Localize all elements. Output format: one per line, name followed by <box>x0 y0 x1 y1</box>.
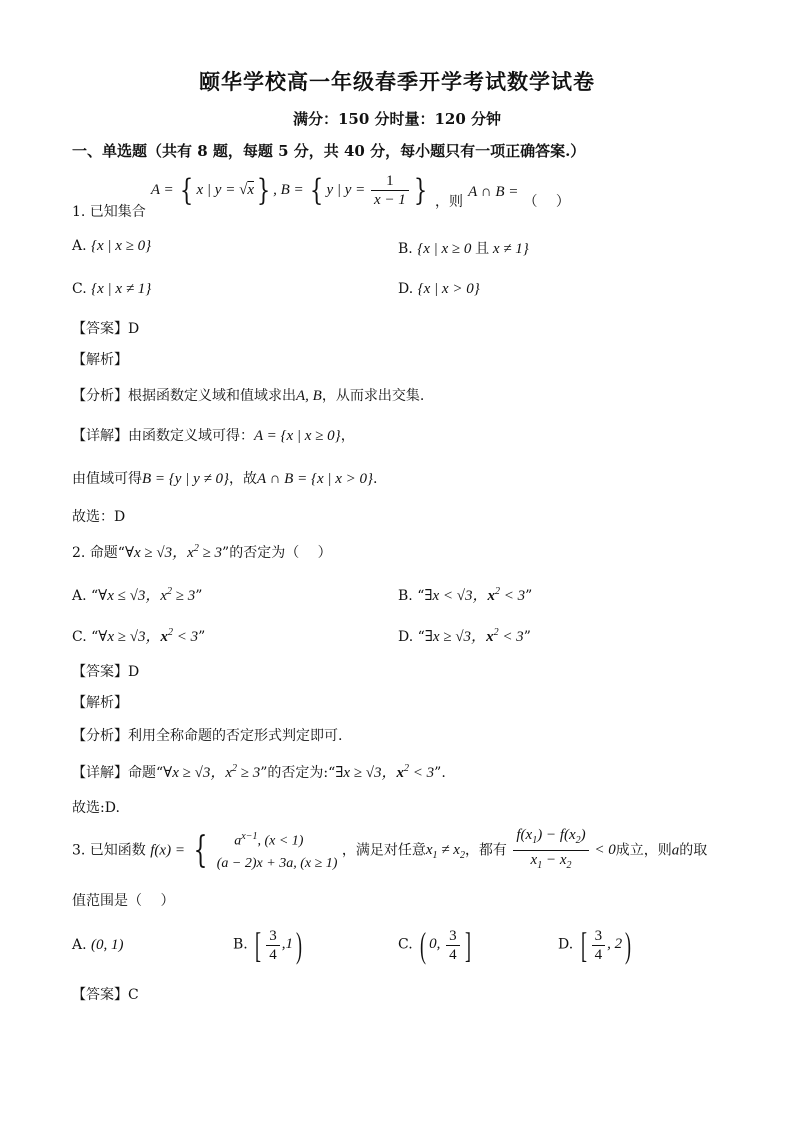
q2-option-b: B. “∃x < √3，$x^2 < 3$” <box>398 586 533 604</box>
q1-tail: ，则 <box>435 193 463 210</box>
q3-stem-line2: 值范围是（ ） <box>72 893 175 909</box>
q2-option-c: C. “∀x ≥ √3，$x^2 < 3$” <box>72 627 206 645</box>
q1-option-c: C. {x | x ≠ 1} <box>72 281 152 297</box>
section-heading: 一、单选题（共有 8 题，每题 5 分，共 40 分，每小题只有一项正确答案.） <box>72 142 586 160</box>
q1-detail: 【详解】由函数定义域可得：A = {x | x ≥ 0}， <box>72 428 355 444</box>
q1-number: 1. 已知集合 <box>72 203 146 220</box>
q2-detail: 【详解】命题“∀x ≥ √3，$x^2 \ge 3$”的否定为:“∃x ≥ √3，$x^2 < 3$”. <box>72 763 446 781</box>
q3-option-b: B. [ $\frac{3}{4}$ ,1) <box>233 925 302 965</box>
q1-range: 由值域可得B = {y | y ≠ 0}，故A ∩ B = {x | x > 0}. <box>72 471 378 487</box>
q3-stem: 3. 已知函数 f(x) = { $a^{x-1}$, (x < 1) (a − 2)x + 3a, (x ≥ 1) ，满足对任意$x_1 \ne x_2$，都有 $\frac{f(x_1) - f(x_2)}{x_1 - x_2}$ < 0成立，则a的取 <box>72 826 707 875</box>
q3-option-d: D. [ $\frac{3}{4}$ , 2) <box>558 925 632 965</box>
q1-choose: 故选：D <box>72 509 126 525</box>
q3-option-c: C. ( 0, $\frac{3}{4}$ ] <box>398 925 471 965</box>
q2-option-d: D. “∃x ≥ √3，$x^2 < 3$” <box>398 627 531 645</box>
q3-piecewise: $a^{x-1}$, (x < 1) (a − 2)x + 3a, (x ≥ 1) <box>216 831 338 871</box>
q1-expr: A ∩ B = <box>468 183 519 200</box>
q2-analysis-tag: 【解析】 <box>72 695 128 711</box>
q1-stem <box>72 172 570 220</box>
q1-set-a: A = { x | y = √x} , B = { y | y = $\frac{1}{x - 1}$ } <box>150 173 428 208</box>
q3-answer: 【答案】C <box>72 987 139 1003</box>
exam-subtitle: 满分：150 分时量：120 分钟 <box>292 110 502 128</box>
q2-fenxi: 【分析】利用全称命题的否定形式判定即可. <box>72 728 343 744</box>
q1-option-d: D. {x | x > 0} <box>398 281 480 297</box>
q1-fenxi: 【分析】根据函数定义域和值域求出A, B，从而求出交集. <box>72 388 425 404</box>
q2-choose: 故选:D. <box>72 800 120 816</box>
q1-analysis-tag: 【解析】 <box>72 352 128 368</box>
q1-answer: 【答案】D <box>72 321 140 337</box>
q1-option-b: B. {x | x ≥ 0 且 x ≠ 1} <box>398 241 529 257</box>
q1-paren: （ ） <box>523 193 570 210</box>
q2-stem: 2. 命题“∀x ≥ √3，$x^2 \ge 3$”的否定为（ ） <box>72 543 332 561</box>
exam-title: 颐华学校高一年级春季开学考试数学试卷 <box>199 69 595 94</box>
q3-option-a: A. (0, 1) <box>72 937 124 953</box>
q1-option-a: A. {x | x ≥ 0} <box>72 238 152 254</box>
q2-answer: 【答案】D <box>72 664 140 680</box>
q2-option-a: A. “∀x ≤ √3，$x^2 \ge 3$” <box>72 586 203 604</box>
